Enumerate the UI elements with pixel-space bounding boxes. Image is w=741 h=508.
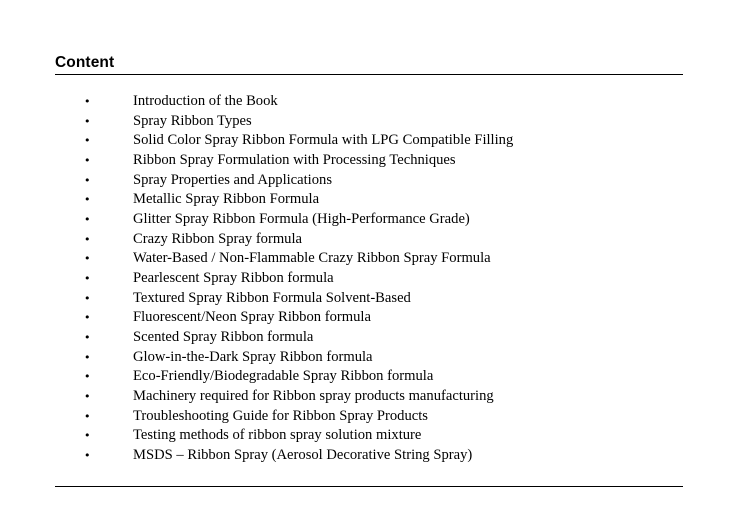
table-of-contents-list bbox=[84, 92, 684, 465]
bullet-icon: • bbox=[84, 252, 91, 266]
list-item-label: Textured Spray Ribbon Formula Solvent-Based bbox=[133, 289, 411, 306]
list-item-label: Spray Properties and Applications bbox=[133, 171, 333, 188]
bullet-icon: • bbox=[84, 153, 91, 167]
list-item bbox=[84, 269, 684, 289]
list-item-label: Troubleshooting Guide for Ribbon Spray Products bbox=[133, 407, 428, 424]
bullet-icon: • bbox=[84, 370, 91, 384]
bullet-icon: • bbox=[84, 134, 91, 148]
list-item-label: Pearlescent Spray Ribbon formula bbox=[133, 269, 334, 286]
list-item-label: Fluorescent/Neon Spray Ribbon formula bbox=[133, 309, 371, 326]
bullet-icon: • bbox=[84, 350, 91, 364]
bullet-icon: • bbox=[84, 330, 91, 344]
list-item bbox=[84, 289, 684, 309]
bullet-icon: • bbox=[84, 311, 91, 325]
bullet-icon: • bbox=[84, 448, 91, 462]
list-item-label: Eco-Friendly/Biodegradable Spray Ribbon formula bbox=[133, 368, 434, 385]
bullet-icon: • bbox=[84, 409, 91, 423]
list-item bbox=[84, 92, 684, 112]
list-item bbox=[84, 348, 684, 368]
list-item-label: Testing methods of ribbon spray solution mixture bbox=[133, 427, 422, 444]
list-item-label: MSDS – Ribbon Spray (Aerosol Decorative String Spray) bbox=[133, 446, 473, 463]
bullet-icon: • bbox=[84, 291, 91, 305]
list-item bbox=[84, 190, 684, 210]
title-divider bbox=[55, 74, 683, 75]
list-item bbox=[84, 151, 684, 171]
bullet-icon: • bbox=[84, 232, 91, 246]
list-item-label: Solid Color Spray Ribbon Formula with LPG Compatible Filling bbox=[133, 132, 514, 149]
list-item bbox=[84, 171, 684, 191]
bullet-icon: • bbox=[84, 389, 91, 403]
bullet-icon: • bbox=[84, 114, 91, 128]
list-item bbox=[84, 328, 684, 348]
list-item-label: Glow-in-the-Dark Spray Ribbon formula bbox=[133, 348, 373, 365]
list-item-label: Crazy Ribbon Spray formula bbox=[133, 230, 303, 247]
content-section bbox=[55, 53, 683, 463]
list-item bbox=[84, 210, 684, 230]
footer-divider bbox=[55, 486, 683, 487]
bullet-icon: • bbox=[84, 95, 91, 108]
list-item-label: Metallic Spray Ribbon Formula bbox=[133, 191, 320, 208]
list-item bbox=[84, 387, 684, 407]
list-item-label: Spray Ribbon Types bbox=[133, 112, 252, 129]
list-item bbox=[84, 249, 684, 269]
list-item bbox=[84, 112, 684, 132]
bullet-icon: • bbox=[84, 173, 91, 187]
bullet-icon: • bbox=[84, 212, 91, 226]
list-item bbox=[84, 131, 684, 151]
list-item-label: Machinery required for Ribbon spray products manufacturing bbox=[133, 387, 494, 404]
list-item bbox=[84, 308, 684, 328]
bullet-icon: • bbox=[84, 429, 91, 443]
list-item bbox=[84, 230, 684, 250]
list-item bbox=[84, 367, 684, 387]
list-item-label: Water-Based / Non-Flammable Crazy Ribbon Spray Formula bbox=[133, 250, 491, 267]
bullet-icon: • bbox=[84, 193, 91, 207]
bullet-icon: • bbox=[84, 271, 91, 285]
list-item bbox=[84, 426, 684, 446]
list-item bbox=[84, 407, 684, 427]
page-title: Content bbox=[55, 54, 115, 71]
list-item-label: Scented Spray Ribbon formula bbox=[133, 328, 314, 345]
list-item-label: Glitter Spray Ribbon Formula (High-Performance Grade) bbox=[133, 210, 470, 227]
list-item-label: Ribbon Spray Formulation with Processing Techniques bbox=[133, 151, 456, 168]
list-item-label: Introduction of the Book bbox=[133, 93, 278, 109]
list-item bbox=[84, 446, 684, 466]
